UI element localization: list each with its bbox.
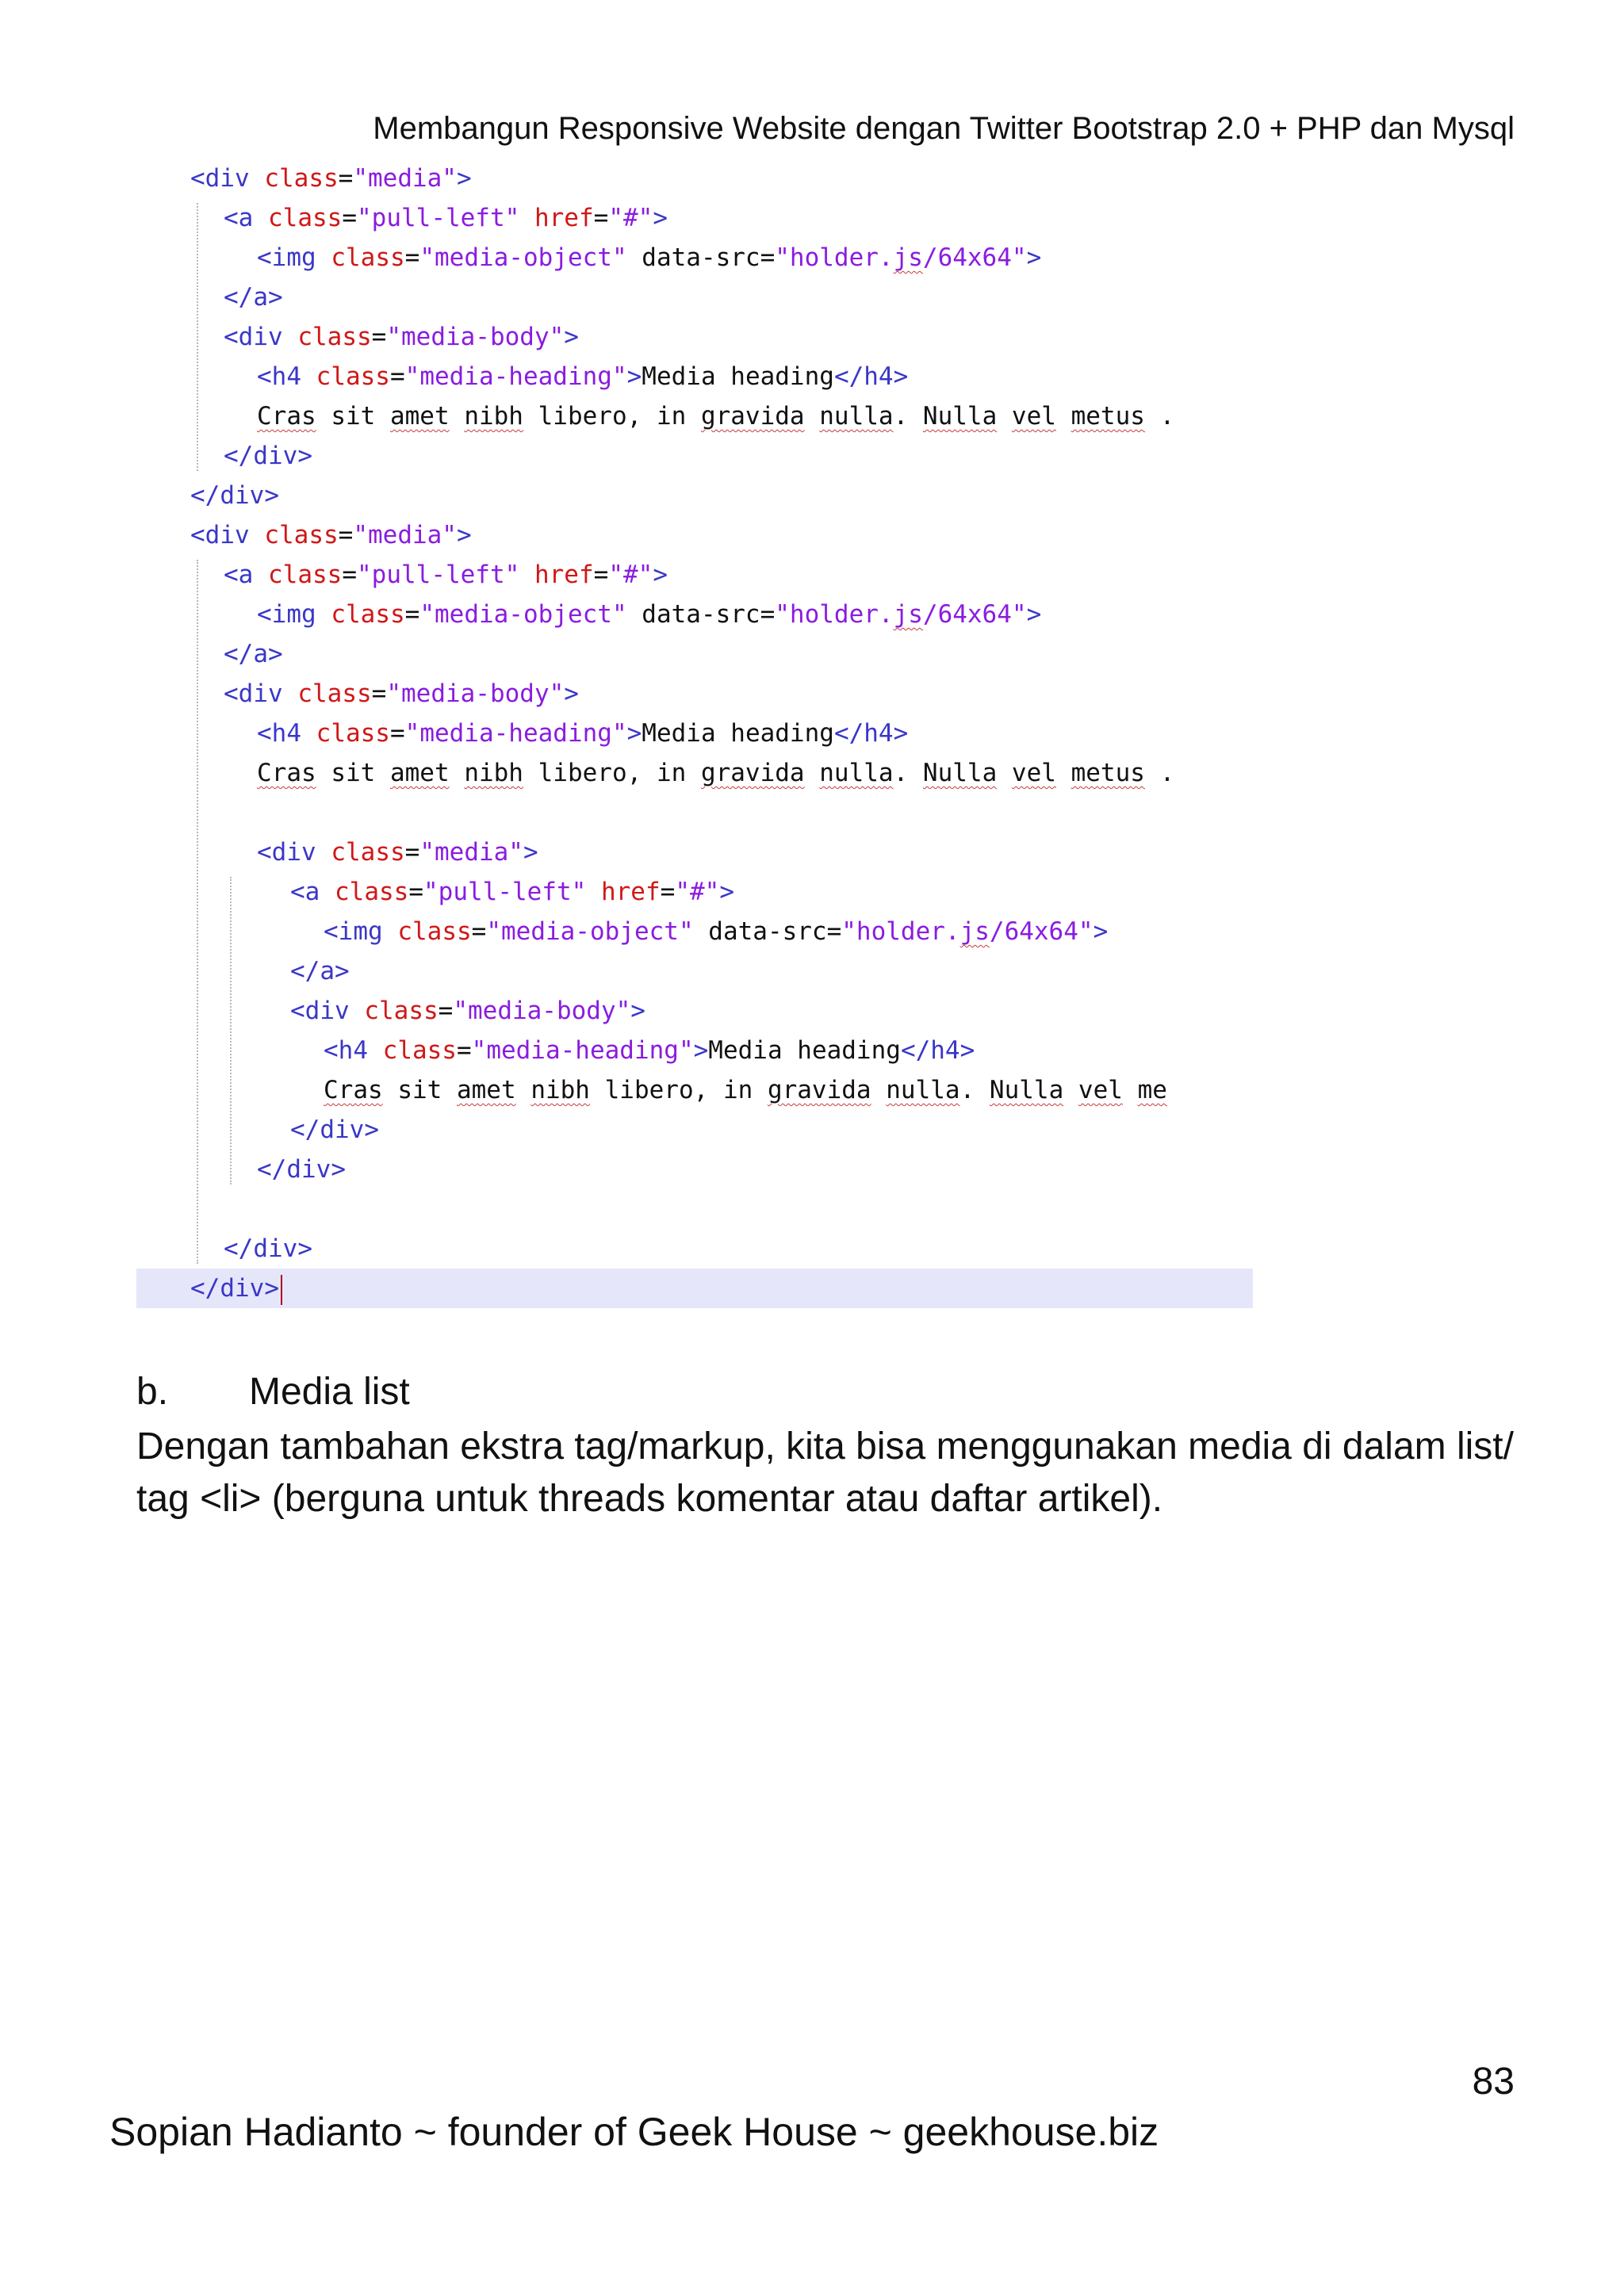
code-token: <div	[224, 679, 298, 708]
code-line	[136, 634, 1253, 674]
code-token: class	[316, 719, 390, 748]
code-line-text	[224, 277, 283, 317]
code-token: <div	[224, 323, 298, 351]
code-line	[136, 159, 1253, 198]
code-token: data-src=	[693, 917, 842, 946]
code-token: me	[1137, 1076, 1167, 1104]
code-line	[136, 753, 1253, 793]
code-token: href	[534, 561, 594, 589]
code-line	[136, 595, 1253, 634]
code-token: amet	[389, 759, 450, 787]
code-token: metus	[1071, 402, 1145, 430]
code-token: href	[600, 878, 661, 906]
code-token: Cras	[257, 759, 316, 787]
code-token: =	[342, 204, 357, 232]
code-token: >	[626, 719, 642, 748]
code-line	[136, 1110, 1253, 1150]
code-token	[450, 402, 465, 430]
code-token: Nulla	[989, 1076, 1064, 1104]
code-line-text	[257, 832, 538, 872]
code-token	[519, 204, 534, 232]
code-line	[136, 1229, 1253, 1269]
code-token: class	[335, 878, 409, 906]
code-token: </a>	[290, 957, 350, 985]
code-token: <img	[257, 243, 331, 272]
code-token: data-src=	[626, 600, 776, 629]
code-token: .	[959, 1076, 990, 1104]
code-token: >	[523, 838, 538, 867]
code-token	[805, 759, 820, 787]
code-line	[136, 912, 1253, 951]
code-token: >	[626, 362, 642, 391]
code-line-text	[224, 198, 668, 238]
code-token: "media"	[419, 838, 523, 867]
code-token: =	[371, 679, 387, 708]
code-line-text	[224, 674, 579, 714]
section-number: b.	[136, 1371, 169, 1413]
code-token: Cras	[324, 1076, 383, 1104]
page-footer: Sopian Hadianto ~ founder of Geek House ~ geekhouse.biz	[109, 2110, 1159, 2154]
code-line	[136, 515, 1253, 555]
code-line-text	[257, 357, 908, 396]
code-token: .	[893, 402, 923, 430]
code-token	[1056, 759, 1071, 787]
code-line	[136, 1269, 1253, 1308]
code-line	[136, 674, 1253, 714]
code-line-text	[224, 1229, 312, 1269]
section-heading	[136, 1370, 410, 1414]
code-token: .	[1144, 402, 1175, 430]
code-token: "pull-left"	[357, 561, 520, 589]
code-token: "holder.	[775, 600, 894, 629]
code-token: <h4	[257, 719, 316, 748]
code-token: >	[456, 164, 472, 193]
code-token: Media heading	[708, 1036, 901, 1065]
code-token: Media heading	[642, 362, 834, 391]
code-token: <h4	[324, 1036, 383, 1065]
code-token: "media-body"	[453, 997, 631, 1025]
code-line-text	[190, 1269, 282, 1308]
code-token: libero, in	[523, 759, 701, 787]
code-token: </div>	[224, 442, 312, 470]
code-token: nibh	[464, 402, 523, 430]
code-line	[136, 793, 1253, 832]
code-screenshot	[136, 159, 1253, 1304]
code-token: =	[371, 323, 387, 351]
code-line-text	[257, 753, 1174, 793]
code-token: =	[438, 997, 454, 1025]
code-token: =	[404, 838, 420, 867]
code-token: js	[959, 917, 990, 946]
code-token: "media-heading"	[404, 719, 627, 748]
code-token: =	[593, 561, 609, 589]
code-line	[136, 238, 1253, 277]
code-token: "media"	[353, 521, 457, 549]
code-token: =	[408, 878, 423, 906]
code-token: .	[893, 759, 923, 787]
running-header: Membangun Responsive Website dengan Twitter Bootstrap 2.0 + PHP dan Mysql	[373, 111, 1515, 146]
code-token: sit	[316, 402, 390, 430]
code-token: amet	[456, 1076, 516, 1104]
code-token: class	[268, 561, 343, 589]
code-token: class	[331, 838, 405, 867]
code-token	[516, 1076, 531, 1104]
code-line-text	[224, 555, 668, 595]
code-token: "media"	[353, 164, 457, 193]
code-token: nulla	[886, 1076, 960, 1104]
code-line	[136, 1189, 1253, 1229]
code-token: =	[389, 719, 405, 748]
code-token: sit	[316, 759, 390, 787]
code-line-text	[257, 1150, 346, 1189]
code-token: Media heading	[642, 719, 834, 748]
code-token: "pull-left"	[357, 204, 520, 232]
code-token: =	[342, 561, 357, 589]
code-token: </h4>	[833, 362, 909, 391]
code-token: class	[397, 917, 472, 946]
code-token: js	[893, 243, 923, 272]
code-token: vel	[1011, 402, 1056, 430]
code-token: class	[364, 997, 439, 1025]
code-line	[136, 991, 1253, 1031]
code-token: href	[534, 204, 594, 232]
code-token: amet	[389, 402, 450, 430]
code-token: </a>	[224, 283, 283, 312]
code-token	[519, 561, 534, 589]
code-token	[450, 759, 465, 787]
code-line	[136, 277, 1253, 317]
code-token: </h4>	[900, 1036, 975, 1065]
code-token: </a>	[224, 640, 283, 668]
code-token: vel	[1078, 1076, 1123, 1104]
code-token: "pull-left"	[423, 878, 587, 906]
code-token: <div	[190, 164, 265, 193]
code-line-text	[257, 595, 1041, 634]
code-token: <a	[224, 204, 268, 232]
code-line	[136, 1031, 1253, 1070]
code-token: >	[564, 323, 579, 351]
code-token: >	[693, 1036, 709, 1065]
code-token: =	[471, 917, 487, 946]
code-line-text	[190, 476, 279, 515]
code-token: >	[653, 204, 668, 232]
code-token: >	[456, 521, 472, 549]
code-token: nulla	[819, 759, 894, 787]
code-line	[136, 714, 1253, 753]
code-token: gravida	[767, 1076, 871, 1104]
code-token: >	[564, 679, 579, 708]
code-line-text	[324, 912, 1108, 951]
code-token: class	[297, 679, 372, 708]
code-token: gravida	[700, 402, 805, 430]
code-token: </div>	[257, 1155, 346, 1184]
code-line	[136, 951, 1253, 991]
code-line	[136, 872, 1253, 912]
code-line-text	[290, 872, 734, 912]
code-token: nulla	[819, 402, 894, 430]
code-token: </div>	[290, 1115, 379, 1144]
code-token: "#"	[608, 561, 653, 589]
code-line-text	[324, 1070, 1167, 1110]
code-token: </div>	[190, 481, 279, 510]
code-token: =	[456, 1036, 472, 1065]
code-line-text	[190, 515, 472, 555]
code-token	[997, 402, 1012, 430]
code-line-text	[224, 317, 579, 357]
indent-guide	[197, 203, 198, 471]
code-token: </div>	[224, 1234, 312, 1263]
code-line	[136, 436, 1253, 476]
code-token: >	[719, 878, 734, 906]
code-token: "#"	[608, 204, 653, 232]
code-token: =	[404, 600, 420, 629]
code-token: <div	[190, 521, 265, 549]
code-line	[136, 317, 1253, 357]
code-token: class	[268, 204, 343, 232]
code-token: "holder.	[841, 917, 960, 946]
code-token	[1056, 402, 1071, 430]
code-token: class	[382, 1036, 457, 1065]
code-token: "media-object"	[419, 243, 627, 272]
code-token: sit	[382, 1076, 457, 1104]
code-token	[871, 1076, 887, 1104]
code-token: <img	[257, 600, 331, 629]
code-token: class	[331, 600, 405, 629]
code-token: "#"	[675, 878, 720, 906]
code-token: libero, in	[523, 402, 701, 430]
code-token: <h4	[257, 362, 316, 391]
code-token	[1063, 1076, 1078, 1104]
code-token: libero, in	[589, 1076, 768, 1104]
code-line-text	[290, 951, 350, 991]
code-token: gravida	[700, 759, 805, 787]
code-line-text	[290, 1110, 379, 1150]
code-token: <img	[324, 917, 398, 946]
code-token: Nulla	[922, 402, 998, 430]
code-token: nibh	[464, 759, 523, 787]
page-number: 83	[1472, 2061, 1515, 2103]
code-token: "holder.	[775, 243, 894, 272]
code-token: <a	[224, 561, 268, 589]
code-token: >	[653, 561, 668, 589]
code-line	[136, 555, 1253, 595]
indent-guide	[197, 560, 198, 1264]
code-token: "media-object"	[486, 917, 694, 946]
code-token: >	[630, 997, 645, 1025]
code-line	[136, 396, 1253, 436]
code-token	[805, 402, 820, 430]
code-line	[136, 1150, 1253, 1189]
text-cursor	[281, 1275, 282, 1305]
code-token: Cras	[257, 402, 316, 430]
section-title: Media list	[249, 1371, 410, 1413]
code-token: >	[1026, 243, 1042, 272]
code-token: "media-heading"	[471, 1036, 694, 1065]
code-line	[136, 357, 1253, 396]
code-token: =	[660, 878, 676, 906]
code-token: <div	[290, 997, 365, 1025]
code-token: >	[1026, 600, 1042, 629]
indent-guide	[230, 877, 232, 1184]
code-token: "media-body"	[386, 323, 565, 351]
code-token: =	[338, 521, 354, 549]
code-token: "media-body"	[386, 679, 565, 708]
code-line	[136, 1070, 1253, 1110]
code-token: </div>	[190, 1274, 279, 1303]
code-token: Nulla	[922, 759, 998, 787]
code-line-text	[224, 634, 283, 674]
code-line	[136, 198, 1253, 238]
code-token: /64x64"	[922, 600, 1027, 629]
code-token: =	[593, 204, 609, 232]
code-token: class	[297, 323, 372, 351]
code-token: <div	[257, 838, 331, 867]
code-token	[586, 878, 601, 906]
code-line	[136, 832, 1253, 872]
code-token: "media-heading"	[404, 362, 627, 391]
code-token: </h4>	[833, 719, 909, 748]
section-paragraph: Dengan tambahan ekstra tag/markup, kita bisa menggunakan media di dalam list/ tag <li> (berguna untuk threads komentar atau daftar artikel).	[136, 1425, 1514, 1520]
code-token: /64x64"	[989, 917, 1094, 946]
code-line-text	[257, 238, 1041, 277]
code-token	[1123, 1076, 1138, 1104]
code-line-text	[257, 714, 908, 753]
code-token: "media-object"	[419, 600, 627, 629]
code-line-text	[290, 991, 645, 1031]
code-token: >	[1093, 917, 1109, 946]
code-token: =	[389, 362, 405, 391]
code-token: metus	[1071, 759, 1145, 787]
code-line-text	[224, 436, 312, 476]
code-token	[997, 759, 1012, 787]
code-token: .	[1144, 759, 1175, 787]
code-token: /64x64"	[922, 243, 1027, 272]
code-token: js	[893, 600, 923, 629]
code-token: class	[264, 521, 339, 549]
code-token: nibh	[530, 1076, 590, 1104]
code-line-text	[190, 159, 472, 198]
code-line	[136, 476, 1253, 515]
code-token: class	[264, 164, 339, 193]
code-token: vel	[1011, 759, 1056, 787]
code-line-text	[324, 1031, 975, 1070]
code-token: class	[331, 243, 405, 272]
code-token: class	[316, 362, 390, 391]
code-token: =	[404, 243, 420, 272]
code-line-text	[257, 396, 1174, 436]
code-token: =	[338, 164, 354, 193]
code-token: data-src=	[626, 243, 776, 272]
code-token: <a	[290, 878, 335, 906]
